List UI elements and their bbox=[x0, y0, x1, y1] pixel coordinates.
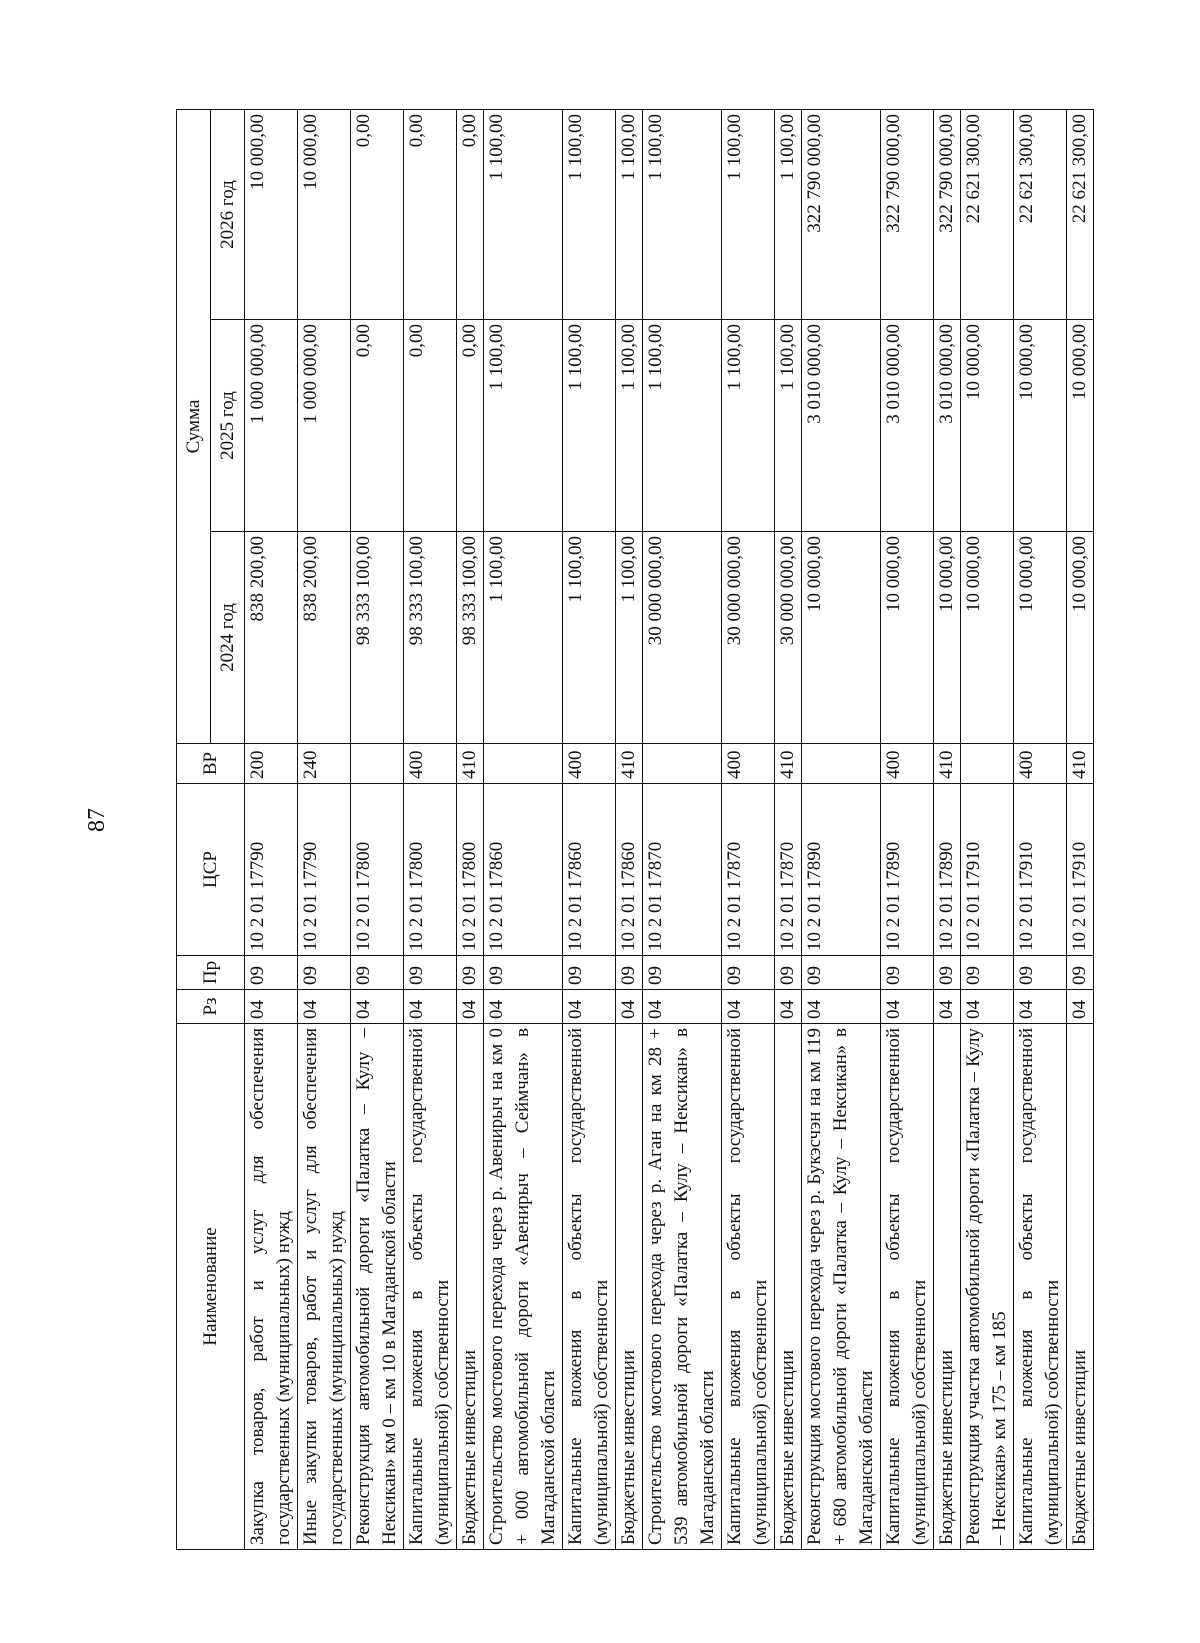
sum-2025-cell: 0,00 bbox=[351, 320, 404, 532]
sum-2025-cell: 0,00 bbox=[457, 320, 484, 532]
name-cell: Реконструкция участка автомобильной дороги «Палатка – Кулу – Нексикан» км 175 – км 185 bbox=[961, 1024, 1014, 1550]
table-row bbox=[643, 110, 722, 1550]
vr-cell: 400 bbox=[881, 744, 934, 784]
rz-cell: 04 bbox=[1014, 990, 1067, 1024]
csr-cell: 10 2 01 17870 bbox=[722, 784, 775, 956]
sum-2026-cell: 1 100,00 bbox=[722, 110, 775, 320]
pr-cell: 09 bbox=[802, 956, 881, 990]
header-sum: Сумма bbox=[177, 110, 211, 744]
rz-cell: 04 bbox=[881, 990, 934, 1024]
rz-cell: 04 bbox=[298, 990, 351, 1024]
sum-2024-cell: 98 333 100,00 bbox=[457, 532, 484, 744]
sum-2025-cell: 1 000 000,00 bbox=[298, 320, 351, 532]
table-row bbox=[961, 110, 1014, 1550]
vr-cell: 400 bbox=[404, 744, 457, 784]
table-row bbox=[245, 110, 298, 1550]
name-cell: Закупка товаров, работ и услуг для обеспечения государственных (муниципальных) нужд bbox=[245, 1024, 298, 1550]
rz-cell: 04 bbox=[245, 990, 298, 1024]
rz-cell: 04 bbox=[351, 990, 404, 1024]
header-rz: Рз bbox=[177, 990, 245, 1024]
sum-2024-cell: 30 000 000,00 bbox=[643, 532, 722, 744]
sum-2026-cell: 10 000,00 bbox=[245, 110, 298, 320]
sum-2024-cell: 1 100,00 bbox=[563, 532, 616, 744]
sum-2026-cell: 0,00 bbox=[404, 110, 457, 320]
sum-2024-cell: 98 333 100,00 bbox=[351, 532, 404, 744]
pr-cell: 09 bbox=[934, 956, 961, 990]
sum-2025-cell: 3 010 000,00 bbox=[934, 320, 961, 532]
vr-cell: 400 bbox=[563, 744, 616, 784]
header-csr: ЦСР bbox=[177, 784, 245, 956]
vr-cell bbox=[961, 744, 1014, 784]
sum-2026-cell: 22 621 300,00 bbox=[961, 110, 1014, 320]
table-row bbox=[802, 110, 881, 1550]
csr-cell: 10 2 01 17800 bbox=[404, 784, 457, 956]
sum-2024-cell: 98 333 100,00 bbox=[404, 532, 457, 744]
table-row bbox=[351, 110, 404, 1550]
pr-cell: 09 bbox=[563, 956, 616, 990]
pr-cell: 09 bbox=[351, 956, 404, 990]
csr-cell: 10 2 01 17860 bbox=[616, 784, 643, 956]
rz-cell: 04 bbox=[484, 990, 563, 1024]
table-row bbox=[404, 110, 457, 1550]
sum-2024-cell: 10 000,00 bbox=[1014, 532, 1067, 744]
name-cell: Реконструкция автомобильной дороги «Палатка – Кулу – Нексикан» км 0 – км 10 в Магаданской области bbox=[351, 1024, 404, 1550]
sum-2026-cell: 0,00 bbox=[457, 110, 484, 320]
vr-cell bbox=[351, 744, 404, 784]
rz-cell: 04 bbox=[961, 990, 1014, 1024]
csr-cell: 10 2 01 17800 bbox=[351, 784, 404, 956]
csr-cell: 10 2 01 17910 bbox=[1014, 784, 1067, 956]
budget-table bbox=[176, 109, 1094, 1550]
sum-2025-cell: 1 100,00 bbox=[775, 320, 802, 532]
vr-cell: 410 bbox=[457, 744, 484, 784]
sum-2025-cell: 10 000,00 bbox=[1067, 320, 1094, 532]
pr-cell: 09 bbox=[1014, 956, 1067, 990]
sum-2024-cell: 838 200,00 bbox=[245, 532, 298, 744]
rz-cell: 04 bbox=[404, 990, 457, 1024]
sum-2025-cell: 0,00 bbox=[404, 320, 457, 532]
pr-cell: 09 bbox=[643, 956, 722, 990]
name-cell: Бюджетные инвестиции bbox=[457, 1024, 484, 1550]
rz-cell: 04 bbox=[775, 990, 802, 1024]
rz-cell: 04 bbox=[1067, 990, 1094, 1024]
sum-2025-cell: 3 010 000,00 bbox=[802, 320, 881, 532]
csr-cell: 10 2 01 17910 bbox=[961, 784, 1014, 956]
name-cell: Бюджетные инвестиции bbox=[775, 1024, 802, 1550]
vr-cell bbox=[484, 744, 563, 784]
table-row bbox=[722, 110, 775, 1550]
name-cell: Реконструкция мостового перехода через р. Букэсчэн на км 119 + 680 автомобильной дороги «Палатка – Кулу – Нексикан» в Магаданской области bbox=[802, 1024, 881, 1550]
csr-cell: 10 2 01 17860 bbox=[563, 784, 616, 956]
vr-cell: 410 bbox=[616, 744, 643, 784]
sum-2024-cell: 30 000 000,00 bbox=[722, 532, 775, 744]
header-name: Наименование bbox=[177, 1024, 245, 1550]
pr-cell: 09 bbox=[1067, 956, 1094, 990]
header-vr: ВР bbox=[177, 744, 245, 784]
table-body bbox=[245, 110, 1094, 1550]
name-cell: Иные закупки товаров, работ и услуг для обеспечения государственных (муниципальных) нужд bbox=[298, 1024, 351, 1550]
sum-2026-cell: 1 100,00 bbox=[484, 110, 563, 320]
name-cell: Бюджетные инвестиции bbox=[616, 1024, 643, 1550]
csr-cell: 10 2 01 17870 bbox=[775, 784, 802, 956]
table-row bbox=[775, 110, 802, 1550]
sum-2025-cell: 10 000,00 bbox=[1014, 320, 1067, 532]
sum-2026-cell: 1 100,00 bbox=[563, 110, 616, 320]
sum-2025-cell: 1 100,00 bbox=[563, 320, 616, 532]
sum-2024-cell: 10 000,00 bbox=[1067, 532, 1094, 744]
pr-cell: 09 bbox=[881, 956, 934, 990]
name-cell: Капитальные вложения в объекты государственной (муниципальной) собственности bbox=[881, 1024, 934, 1550]
sum-2024-cell: 30 000 000,00 bbox=[775, 532, 802, 744]
pr-cell: 09 bbox=[404, 956, 457, 990]
vr-cell: 240 bbox=[298, 744, 351, 784]
name-cell: Бюджетные инвестиции bbox=[1067, 1024, 1094, 1550]
rz-cell: 04 bbox=[616, 990, 643, 1024]
vr-cell: 410 bbox=[1067, 744, 1094, 784]
sum-2026-cell: 1 100,00 bbox=[616, 110, 643, 320]
rz-cell: 04 bbox=[802, 990, 881, 1024]
rz-cell: 04 bbox=[934, 990, 961, 1024]
csr-cell: 10 2 01 17890 bbox=[802, 784, 881, 956]
pr-cell: 09 bbox=[616, 956, 643, 990]
vr-cell: 400 bbox=[1014, 744, 1067, 784]
rz-cell: 04 bbox=[722, 990, 775, 1024]
sum-2024-cell: 838 200,00 bbox=[298, 532, 351, 744]
header-pr: Пр bbox=[177, 956, 245, 990]
sum-2025-cell: 1 100,00 bbox=[616, 320, 643, 532]
sum-2025-cell: 10 000,00 bbox=[961, 320, 1014, 532]
name-cell: Капитальные вложения в объекты государственной (муниципальной) собственности bbox=[722, 1024, 775, 1550]
sum-2024-cell: 10 000,00 bbox=[934, 532, 961, 744]
header-year-2024: 2024 год bbox=[211, 532, 245, 744]
sum-2025-cell: 1 100,00 bbox=[643, 320, 722, 532]
csr-cell: 10 2 01 17910 bbox=[1067, 784, 1094, 956]
sum-2025-cell: 3 010 000,00 bbox=[881, 320, 934, 532]
table-header bbox=[177, 110, 245, 1550]
sum-2026-cell: 322 790 000,00 bbox=[881, 110, 934, 320]
name-cell: Капитальные вложения в объекты государственной (муниципальной) собственности bbox=[563, 1024, 616, 1550]
sum-2026-cell: 322 790 000,00 bbox=[934, 110, 961, 320]
sum-2024-cell: 1 100,00 bbox=[484, 532, 563, 744]
vr-cell: 410 bbox=[775, 744, 802, 784]
pr-cell: 09 bbox=[722, 956, 775, 990]
vr-cell bbox=[802, 744, 881, 784]
pr-cell: 09 bbox=[484, 956, 563, 990]
name-cell: Бюджетные инвестиции bbox=[934, 1024, 961, 1550]
name-cell: Капитальные вложения в объекты государственной (муниципальной) собственности bbox=[1014, 1024, 1067, 1550]
table-row bbox=[484, 110, 563, 1550]
pr-cell: 09 bbox=[298, 956, 351, 990]
name-cell: Строительство мостового перехода через р. Аган на км 28 + 539 автомобильной дороги «Палатка – Кулу – Нексикан» в Магаданской области bbox=[643, 1024, 722, 1550]
name-cell: Строительство мостового перехода через р. Авенирыч на км 0 + 000 автомобильной дороги «Авенирыч – Сеймчан» в Магаданской области bbox=[484, 1024, 563, 1550]
sum-2025-cell: 1 100,00 bbox=[722, 320, 775, 532]
sum-2024-cell: 10 000,00 bbox=[802, 532, 881, 744]
sum-2025-cell: 1 100,00 bbox=[484, 320, 563, 532]
header-year-2026: 2026 год bbox=[211, 110, 245, 320]
csr-cell: 10 2 01 17890 bbox=[934, 784, 961, 956]
rz-cell: 04 bbox=[457, 990, 484, 1024]
vr-cell: 400 bbox=[722, 744, 775, 784]
table-row bbox=[457, 110, 484, 1550]
table-row bbox=[881, 110, 934, 1550]
sum-2026-cell: 22 621 300,00 bbox=[1067, 110, 1094, 320]
sum-2026-cell: 1 100,00 bbox=[643, 110, 722, 320]
sum-2024-cell: 10 000,00 bbox=[961, 532, 1014, 744]
csr-cell: 10 2 01 17860 bbox=[484, 784, 563, 956]
csr-cell: 10 2 01 17870 bbox=[643, 784, 722, 956]
page-number: 87 bbox=[84, 808, 110, 832]
sum-2025-cell: 1 000 000,00 bbox=[245, 320, 298, 532]
sum-2026-cell: 322 790 000,00 bbox=[802, 110, 881, 320]
vr-cell bbox=[643, 744, 722, 784]
sum-2024-cell: 1 100,00 bbox=[616, 532, 643, 744]
sum-2026-cell: 1 100,00 bbox=[775, 110, 802, 320]
header-year-2025: 2025 год bbox=[211, 320, 245, 532]
sum-2026-cell: 22 621 300,00 bbox=[1014, 110, 1067, 320]
csr-cell: 10 2 01 17800 bbox=[457, 784, 484, 956]
table-row bbox=[563, 110, 616, 1550]
rz-cell: 04 bbox=[643, 990, 722, 1024]
name-cell: Капитальные вложения в объекты государственной (муниципальной) собственности bbox=[404, 1024, 457, 1550]
table-row bbox=[616, 110, 643, 1550]
sum-2024-cell: 10 000,00 bbox=[881, 532, 934, 744]
table-row bbox=[934, 110, 961, 1550]
pr-cell: 09 bbox=[457, 956, 484, 990]
table-row bbox=[1014, 110, 1067, 1550]
pr-cell: 09 bbox=[775, 956, 802, 990]
table-row bbox=[1067, 110, 1094, 1550]
vr-cell: 200 bbox=[245, 744, 298, 784]
csr-cell: 10 2 01 17890 bbox=[881, 784, 934, 956]
csr-cell: 10 2 01 17790 bbox=[245, 784, 298, 956]
rotated-table-container bbox=[176, 110, 1096, 1550]
csr-cell: 10 2 01 17790 bbox=[298, 784, 351, 956]
sum-2026-cell: 0,00 bbox=[351, 110, 404, 320]
pr-cell: 09 bbox=[245, 956, 298, 990]
vr-cell: 410 bbox=[934, 744, 961, 784]
sum-2026-cell: 10 000,00 bbox=[298, 110, 351, 320]
pr-cell: 09 bbox=[961, 956, 1014, 990]
table-row bbox=[298, 110, 351, 1550]
rz-cell: 04 bbox=[563, 990, 616, 1024]
